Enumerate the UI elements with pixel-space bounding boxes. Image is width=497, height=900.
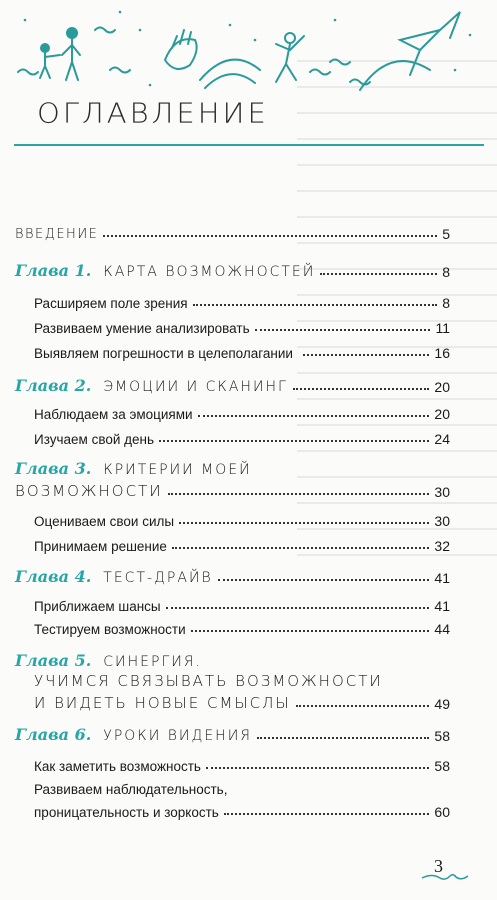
- leader-dots: [296, 703, 430, 707]
- leader-dots: [224, 811, 430, 815]
- toc-chapter-1[interactable]: [0, 256, 497, 280]
- toc-section[interactable]: [0, 750, 497, 774]
- toc-section-line-1[interactable]: [0, 773, 497, 797]
- chapter-title-line-2: ВОЗМОЖНОСТИ: [15, 482, 163, 500]
- chapter-title: КАРТА ВОЗМОЖНОСТЕЙ: [103, 264, 316, 280]
- section-label: Выявляем погрешности в целеполагании: [34, 346, 293, 361]
- leader-dots: [255, 327, 431, 331]
- section-page: 41: [434, 598, 450, 614]
- section-page: 16: [434, 345, 450, 361]
- leader-dots: [303, 352, 430, 356]
- toc-intro[interactable]: [0, 218, 497, 242]
- toc-intro-label: ВВЕДЕНИЕ: [15, 227, 99, 242]
- toc-section[interactable]: [0, 530, 497, 554]
- section-page: 60: [434, 804, 450, 820]
- leader-dots: [257, 735, 429, 739]
- toc-chapter-6[interactable]: [0, 720, 497, 744]
- section-label: Развиваем умение анализировать: [34, 321, 250, 336]
- leader-dots: [103, 233, 437, 237]
- chapter-title: КРИТЕРИИ МОЕЙ: [103, 462, 252, 478]
- section-page: 20: [434, 406, 450, 422]
- leader-dots: [218, 577, 430, 581]
- chapter-title: ЭМОЦИИ И СКАНИНГ: [103, 379, 288, 395]
- toc-section[interactable]: [0, 505, 497, 529]
- section-label: Как заметить возможность: [34, 759, 201, 774]
- section-label: Наблюдаем за эмоциями: [34, 407, 193, 422]
- toc-chapter-2[interactable]: [0, 371, 497, 395]
- toc-section[interactable]: [0, 423, 497, 447]
- chapter-title: СИНЕРГИЯ.: [103, 654, 202, 670]
- toc-section[interactable]: [0, 337, 497, 361]
- leader-dots: [191, 628, 430, 632]
- section-label: Изучаем свой день: [34, 432, 155, 447]
- page-title: ОГЛАВЛЕНИЕ: [37, 96, 269, 130]
- chapter-page: 49: [434, 696, 450, 712]
- toc-chapter-5-line-2[interactable]: [0, 666, 497, 690]
- chapter-number: Глава 6.: [15, 725, 92, 744]
- toc-section[interactable]: [0, 398, 497, 422]
- leader-dots: [172, 545, 429, 549]
- section-label: Принимаем решение: [34, 539, 167, 554]
- chapter-number: Глава 5.: [15, 651, 92, 670]
- toc-chapter-5-line-3[interactable]: [0, 688, 497, 712]
- leader-dots: [168, 491, 430, 495]
- chapter-number: Глава 2.: [15, 376, 92, 395]
- chapter-page: 30: [434, 484, 450, 500]
- section-label: Приближаем шансы: [34, 599, 161, 614]
- chapter-title-line-3: И ВИДЕТЬ НОВЫЕ СМЫСЛЫ: [34, 694, 291, 712]
- section-label-line-2: проницательность и зоркость: [34, 805, 219, 820]
- section-page: 44: [434, 621, 450, 637]
- toc-section-line-2[interactable]: [0, 796, 497, 820]
- section-page: 58: [434, 758, 450, 774]
- leader-dots: [179, 520, 429, 524]
- chapter-page: 20: [434, 379, 450, 395]
- toc-section[interactable]: [0, 590, 497, 614]
- chapter-title: ТЕСТ-ДРАЙВ: [103, 570, 213, 586]
- chapter-title-line-2: УЧИМСЯ СВЯЗЫВАТЬ ВОЗМОЖНОСТИ: [34, 672, 383, 690]
- toc-chapter-3-line-1[interactable]: [0, 454, 497, 478]
- flourish-icon: [420, 872, 470, 882]
- section-page: 24: [434, 431, 450, 447]
- chapter-number: Глава 4.: [15, 567, 92, 586]
- toc-chapter-4[interactable]: [0, 562, 497, 586]
- header-illustration-icon: [0, 0, 497, 100]
- leader-dots: [293, 386, 430, 390]
- chapter-page: 41: [434, 570, 450, 586]
- section-page: 11: [435, 320, 450, 336]
- leader-dots: [198, 413, 430, 417]
- chapter-page: 8: [442, 264, 450, 280]
- chapter-page: 58: [434, 728, 450, 744]
- toc-section[interactable]: [0, 613, 497, 637]
- chapter-number: Глава 1.: [15, 261, 92, 280]
- toc-section[interactable]: [0, 312, 497, 336]
- leader-dots: [320, 271, 437, 275]
- section-page: 8: [442, 295, 450, 311]
- toc-intro-page: 5: [442, 226, 450, 242]
- section-label: Развиваем наблюдательность,: [34, 782, 228, 797]
- section-label: Тестируем возможности: [34, 622, 186, 637]
- section-page: 30: [434, 513, 450, 529]
- title-divider: [14, 144, 484, 146]
- leader-dots: [193, 302, 438, 306]
- leader-dots: [206, 765, 429, 769]
- chapter-number: Глава 3.: [15, 459, 92, 478]
- leader-dots: [159, 438, 429, 442]
- section-page: 32: [434, 538, 450, 554]
- section-label: Расширяем поле зрения: [34, 296, 188, 311]
- toc-chapter-3-line-2[interactable]: [0, 476, 497, 500]
- page-number: 3: [434, 856, 443, 876]
- toc-section[interactable]: [0, 287, 497, 311]
- section-label: Оцениваем свои силы: [34, 514, 175, 529]
- chapter-title: УРОКИ ВИДЕНИЯ: [103, 728, 252, 744]
- leader-dots: [166, 605, 430, 609]
